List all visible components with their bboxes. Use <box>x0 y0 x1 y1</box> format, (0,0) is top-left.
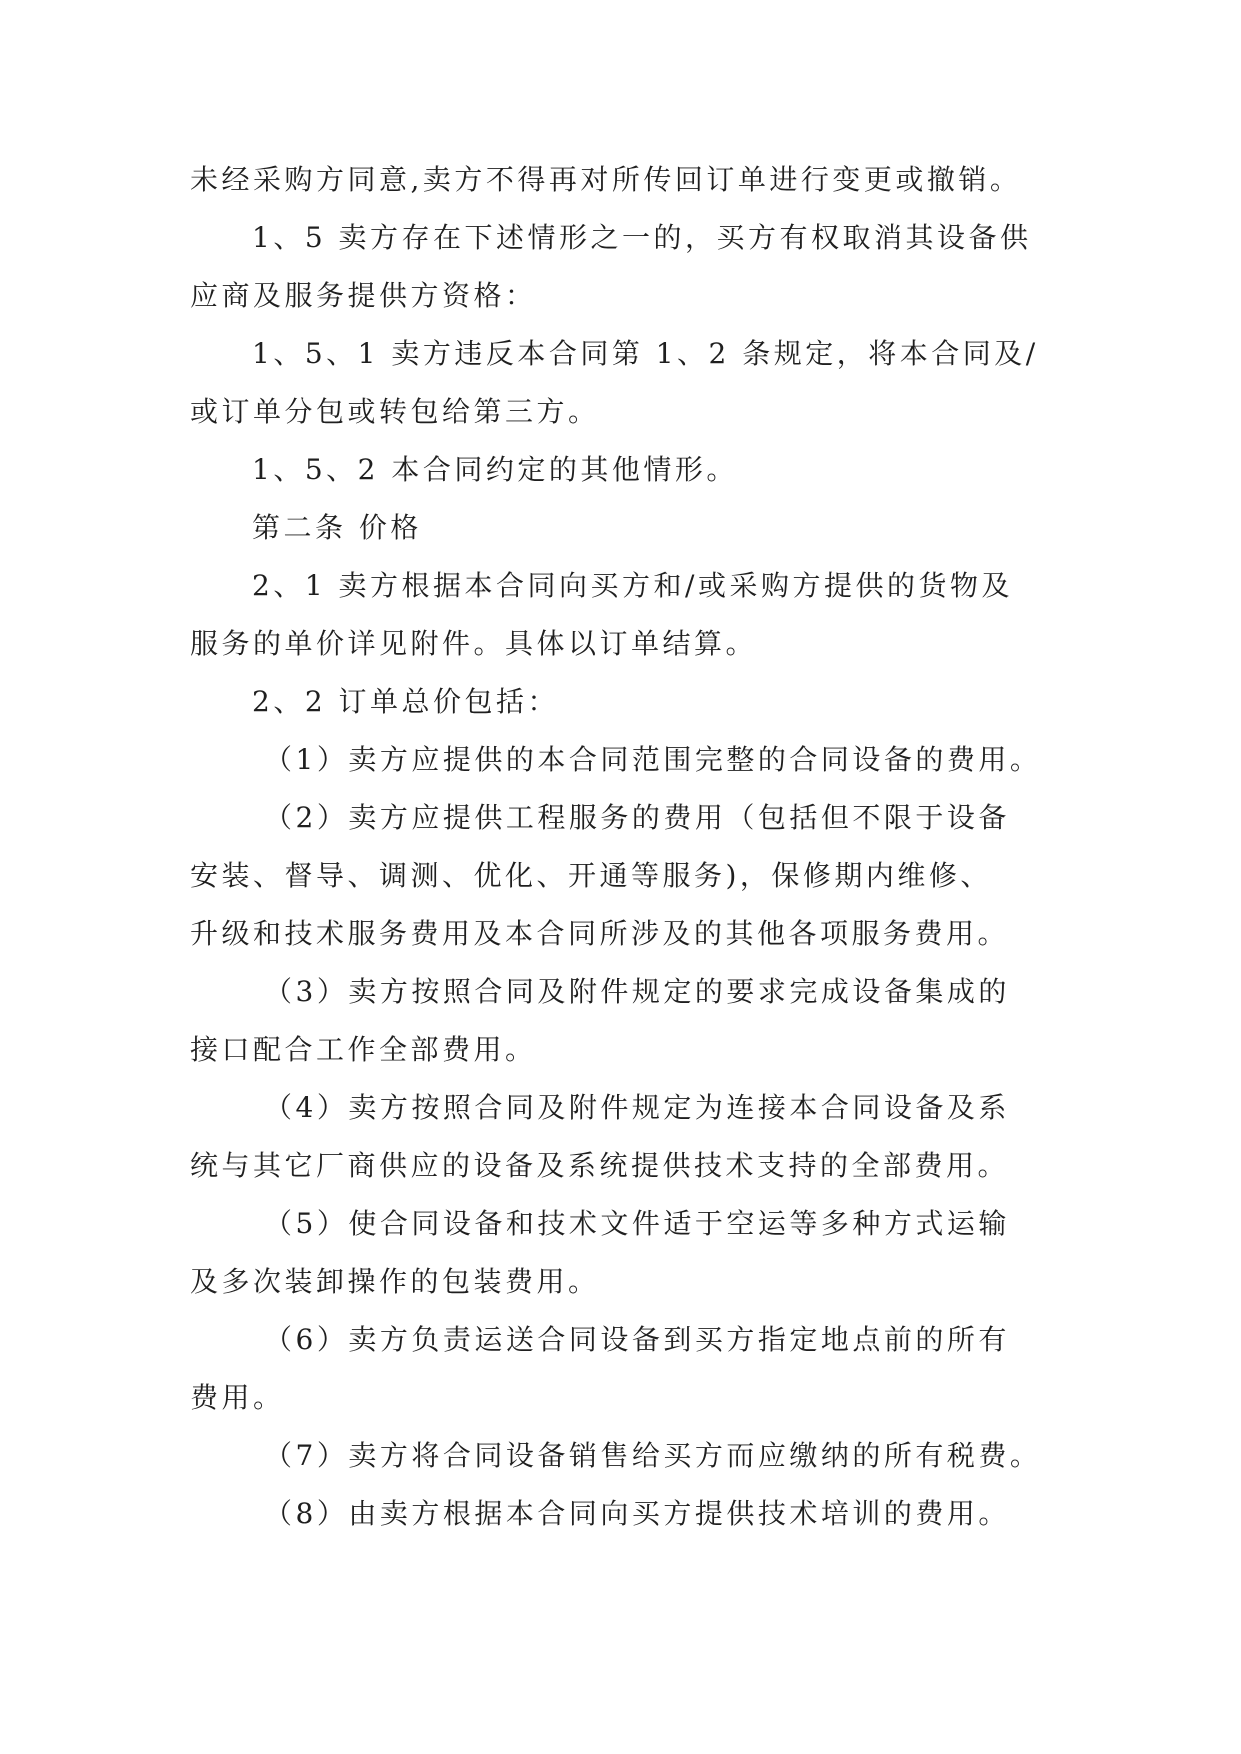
text-line-22: 费用。 <box>190 1381 285 1414</box>
text-line-12: （2）卖方应提供工程服务的费用（包括但不限于设备 <box>264 801 1010 834</box>
text-line-17: （4）卖方按照合同及附件规定为连接本合同设备及系 <box>264 1091 1010 1124</box>
text-line-4: 1、5、1 卖方违反本合同第 1、2 条规定，将本合同及/ <box>252 337 1039 370</box>
text-line-24: （8）由卖方根据本合同向买方提供技术培训的费用。 <box>264 1497 1010 1530</box>
text-line-1: 未经采购方同意,卖方不得再对所传回订单进行变更或撤销。 <box>190 163 1022 196</box>
text-line-14: 升级和技术服务费用及本合同所涉及的其他各项服务费用。 <box>190 917 1010 950</box>
text-line-2: 1、5 卖方存在下述情形之一的，买方有权取消其设备供 <box>252 221 1032 254</box>
text-line-10: 2、2 订单总价包括： <box>252 685 560 718</box>
text-line-16: 接口配合工作全部费用。 <box>190 1033 537 1066</box>
text-line-3: 应商及服务提供方资格： <box>190 279 537 312</box>
text-line-5: 或订单分包或转包给第三方。 <box>190 395 600 428</box>
text-line-11: （1）卖方应提供的本合同范围完整的合同设备的费用。 <box>264 743 1042 776</box>
text-line-6: 1、5、2 本合同约定的其他情形。 <box>252 453 738 486</box>
text-line-9: 服务的单价详见附件。具体以订单结算。 <box>190 627 758 660</box>
text-line-23: （7）卖方将合同设备销售给买方而应缴纳的所有税费。 <box>264 1439 1042 1472</box>
text-line-21: （6）卖方负责运送合同设备到买方指定地点前的所有 <box>264 1323 1010 1356</box>
text-line-20: 及多次装卸操作的包装费用。 <box>190 1265 600 1298</box>
text-line-19: （5）使合同设备和技术文件适于空运等多种方式运输 <box>264 1207 1010 1240</box>
text-line-15: （3）卖方按照合同及附件规定的要求完成设备集成的 <box>264 975 1010 1008</box>
text-line-13: 安装、督导、调测、优化、开通等服务)，保修期内维修、 <box>190 859 992 892</box>
text-line-18: 统与其它厂商供应的设备及系统提供技术支持的全部费用。 <box>190 1149 1010 1182</box>
text-line-8: 2、1 卖方根据本合同向买方和/或采购方提供的货物及 <box>252 569 1013 602</box>
section-heading: 第二条 价格 <box>252 511 422 544</box>
